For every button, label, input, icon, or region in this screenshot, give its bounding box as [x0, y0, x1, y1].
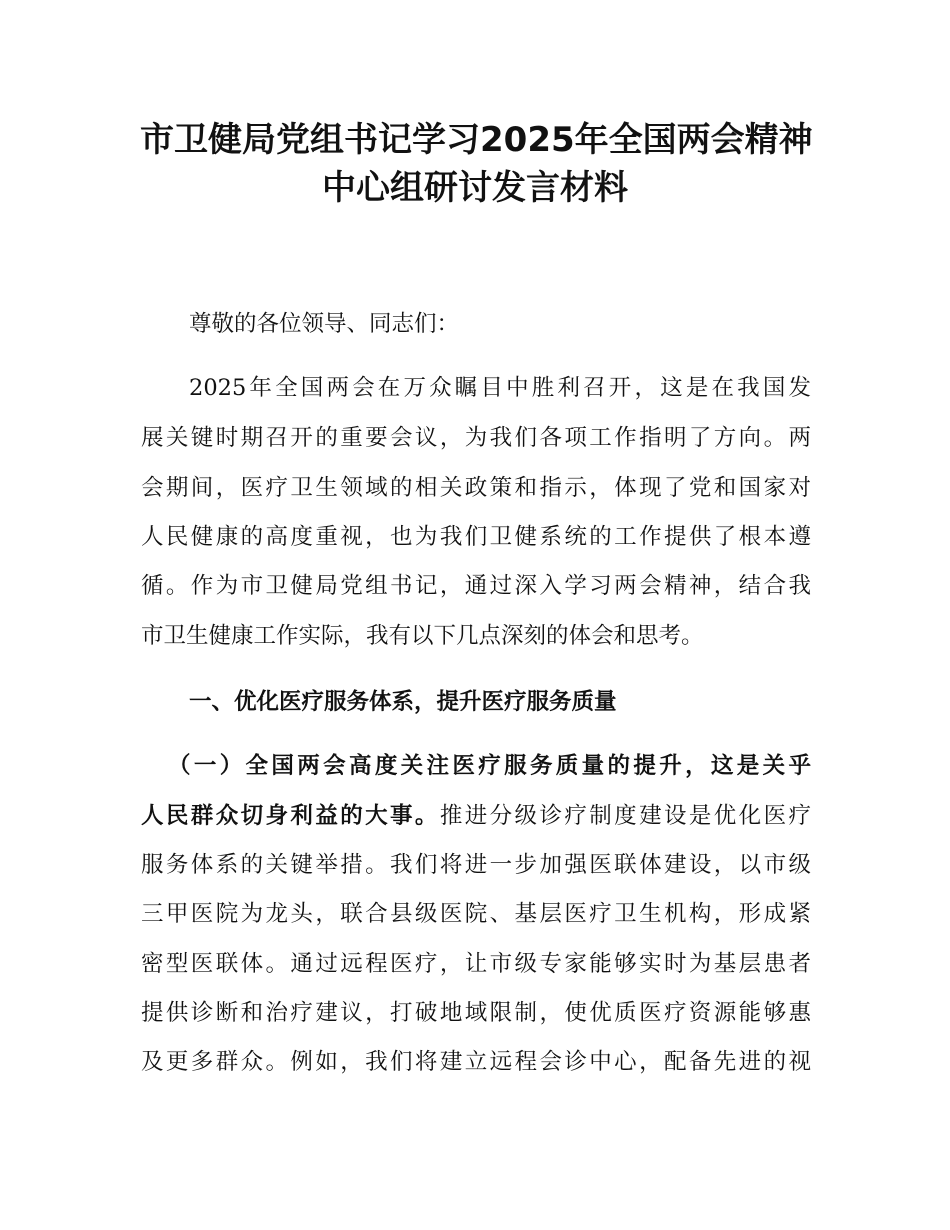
- document-title-line-1: 市卫健局党组书记学习2025年全国两会精神: [140, 120, 813, 160]
- salutation: 尊敬的各位领导、同志们：: [189, 311, 460, 337]
- intro-line-4: 人民健康的高度重视，也为我们卫健系统的工作提供了根本遵: [141, 524, 811, 550]
- intro-line-1: 2025年全国两会在万众瞩目中胜利召开，这是在我国发: [189, 375, 811, 401]
- subsection-1-line-3: 服务体系的关键举措。我们将进一步加强医联体建设，以市级: [141, 852, 811, 878]
- intro-line-2: 展关键时期召开的重要会议，为我们各项工作指明了方向。两: [141, 425, 811, 451]
- subsection-1-line-4: 三甲医院为龙头，联合县级医院、基层医疗卫生机构，形成紧: [141, 901, 811, 927]
- subsection-1-line-2: [141, 794, 811, 839]
- subsection-1-line-5: 密型医联体。通过远程医疗，让市级专家能够实时为基层患者: [141, 951, 811, 977]
- subsection-1-line-2-text: 推进分级诊疗制度建设是优化医疗: [439, 803, 811, 829]
- intro-line-6: 市卫生健康工作实际，我有以下几点深刻的体会和思考。: [141, 623, 704, 649]
- document-title-line-2: 中心组研讨发言材料: [322, 168, 628, 208]
- section-heading-1: 一、优化医疗服务体系，提升医疗服务质量: [189, 689, 617, 715]
- subsection-1-lead-line: （一）全国两会高度关注医疗服务质量的提升，这是关乎: [168, 753, 811, 779]
- subsection-1-line-7: 及更多群众。例如，我们将建立远程会诊中心，配备先进的视: [141, 1049, 811, 1075]
- subsection-1-lead-end: 人民群众切身利益的大事。: [141, 803, 440, 829]
- intro-line-3: 会期间，医疗卫生领域的相关政策和指示，体现了党和国家对: [141, 475, 811, 501]
- intro-line-5: 循。作为市卫健局党组书记，通过深入学习两会精神，结合我: [141, 573, 811, 599]
- subsection-1-line-6: 提供诊断和治疗建议，打破地域限制，使优质医疗资源能够惠: [141, 1000, 811, 1026]
